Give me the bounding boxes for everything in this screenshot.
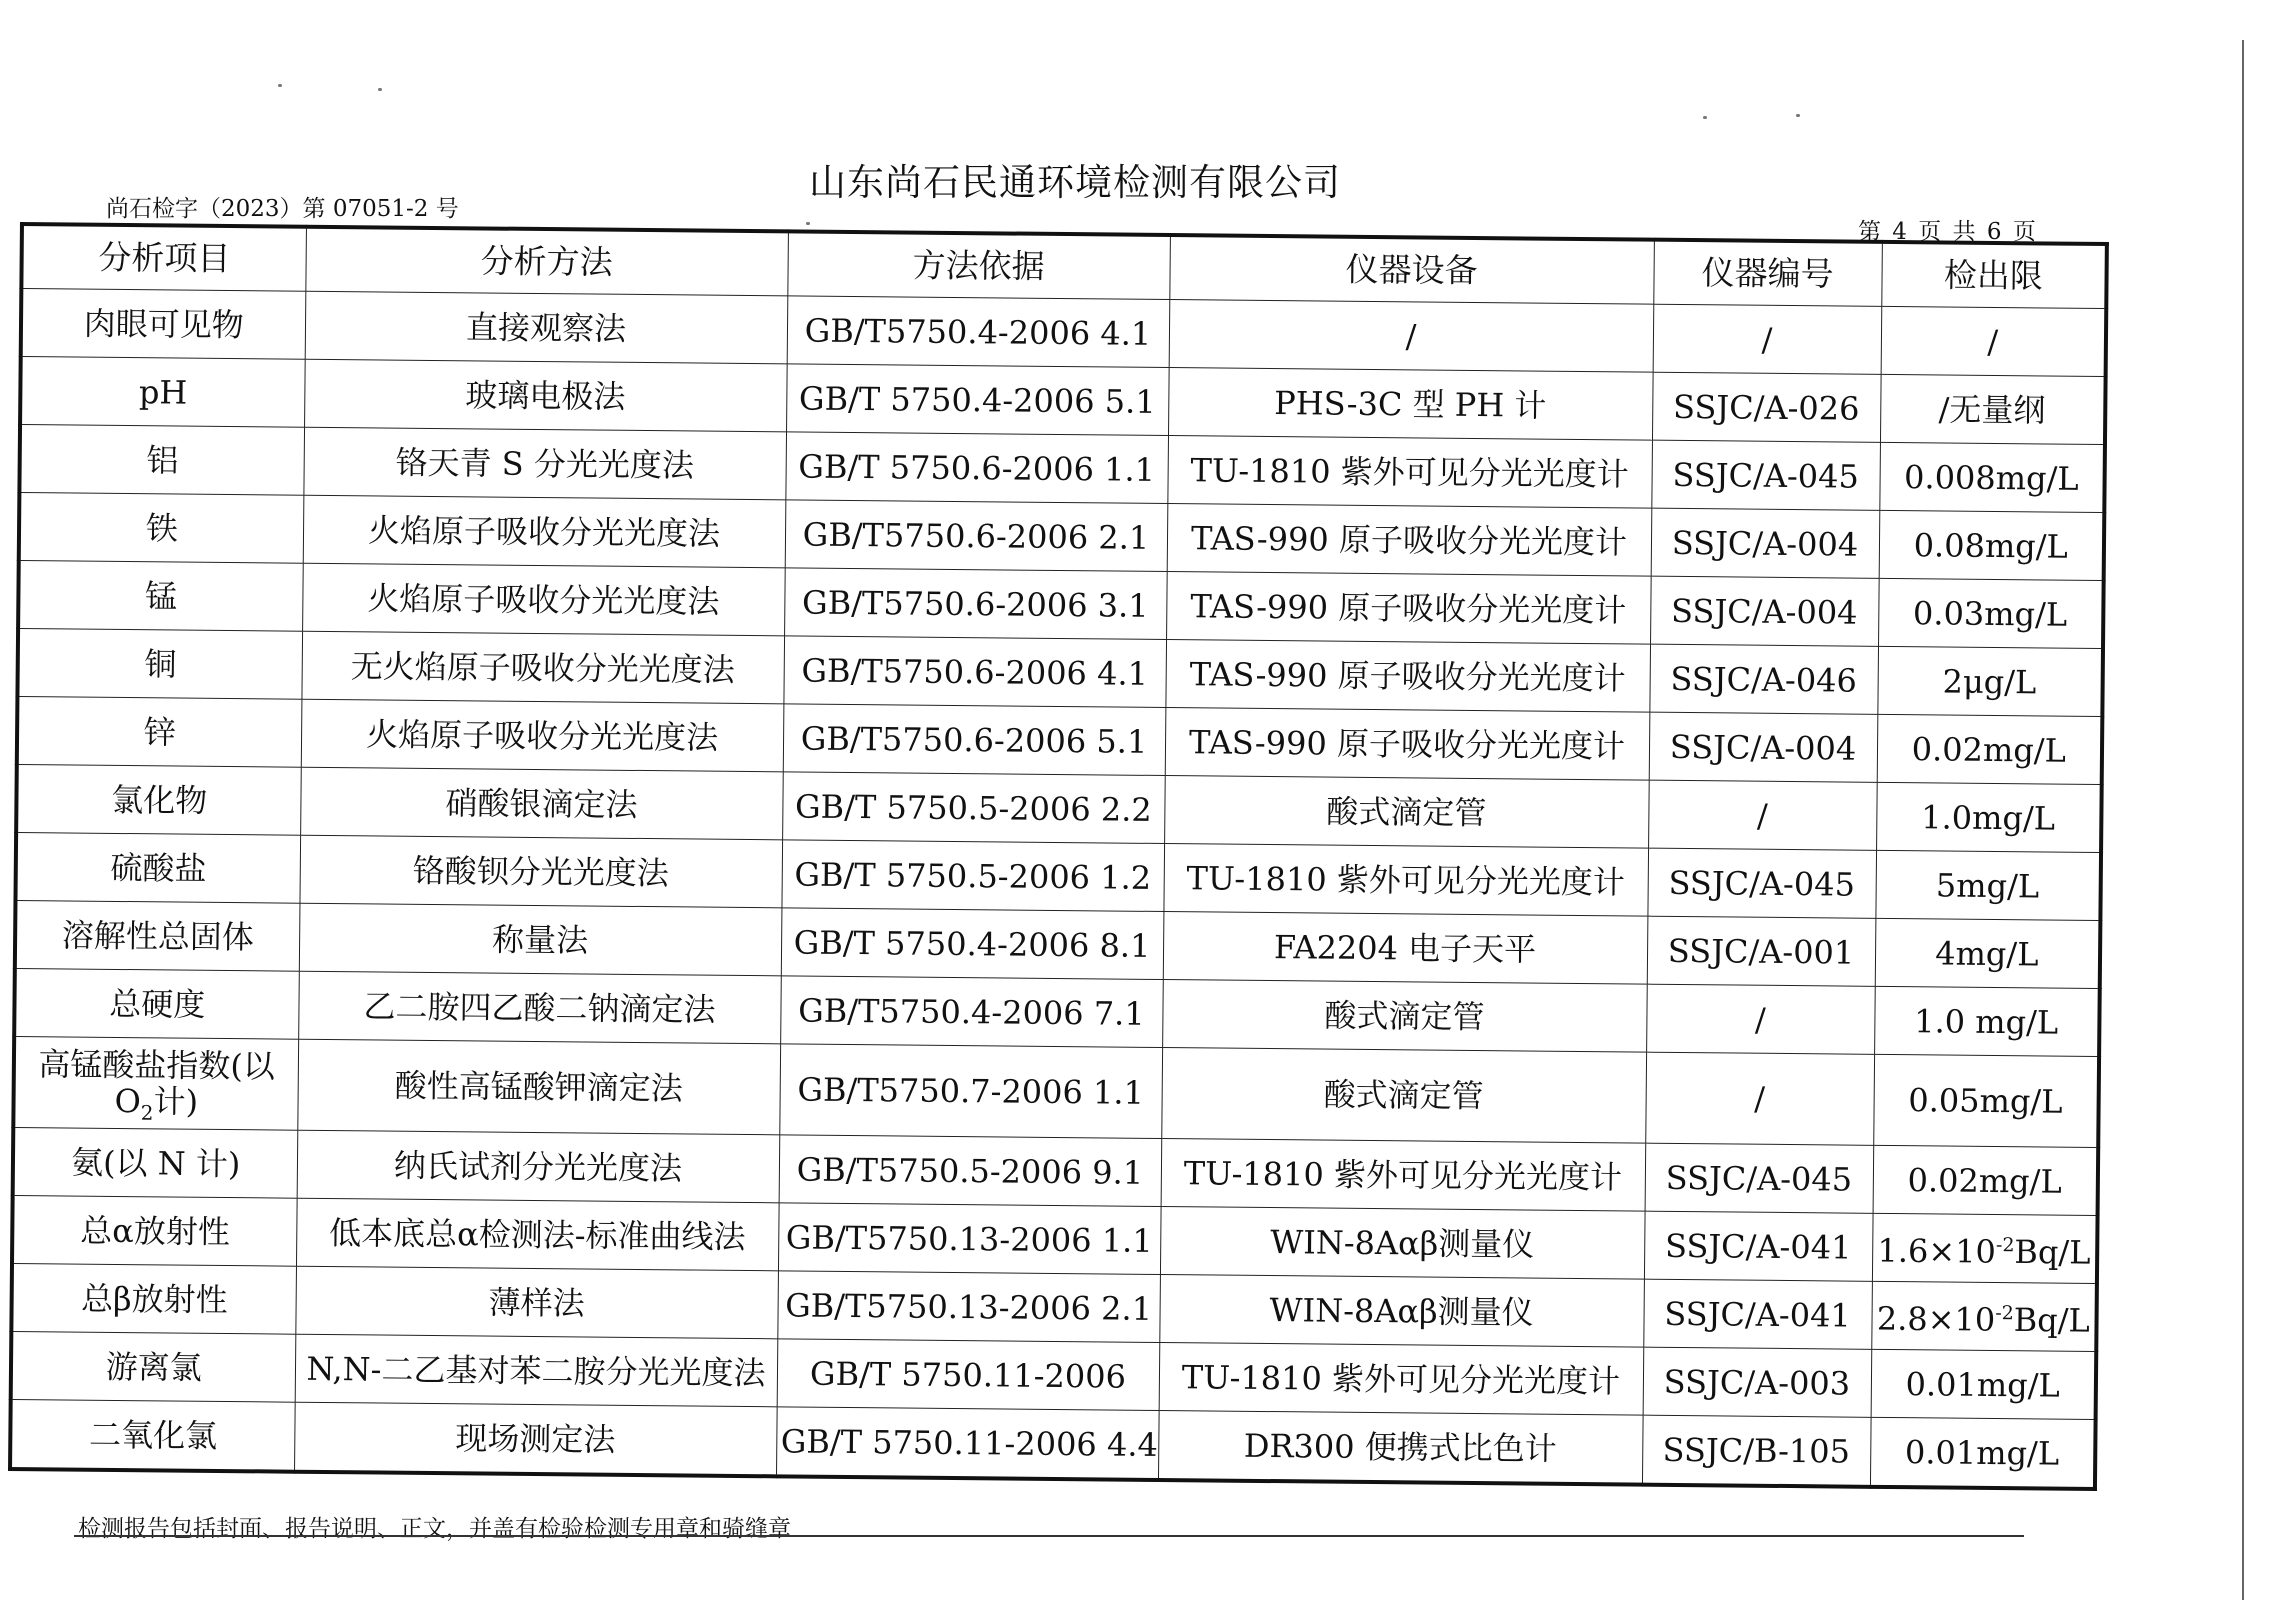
cell-item-o: O: [114, 1081, 141, 1121]
analysis-methods-table: [8, 222, 2109, 1491]
cell-limit: 0.008mg/L: [1879, 442, 2105, 512]
cell-limit: /: [1881, 306, 2107, 376]
cell-instrument: TAS-990 原子吸收分光光度计: [1167, 504, 1652, 577]
cell-item: 总α放射性: [12, 1195, 297, 1266]
cell-basis: GB/T5750.7-2006 1.1: [779, 1044, 1162, 1139]
cell-basis: GB/T 5750.5-2006 1.2: [781, 840, 1164, 912]
scan-speck: [1796, 114, 1800, 117]
footer-note: 检测报告包括封面、报告说明、正文，并盖有检验检测专用章和骑缝章: [78, 1516, 791, 1542]
cell-limit: 0.08mg/L: [1879, 510, 2105, 580]
cell-method: N,N-二乙基对苯二胺分光光度法: [295, 1334, 778, 1407]
cell-basis: GB/T 5750.4-2006 5.1: [786, 364, 1169, 436]
cell-limit-unit: Bq/L: [2014, 1233, 2091, 1272]
cell-item: 锌: [17, 696, 302, 767]
cell-limit-exponent: -2: [1995, 1302, 2014, 1325]
cell-method: 火焰原子吸收分光光度法: [303, 495, 786, 568]
cell-item-line2: 计): [153, 1082, 199, 1121]
cell-code: SSJC/A-045: [1647, 848, 1876, 918]
cell-code: SSJC/A-026: [1652, 372, 1881, 442]
header-item: 分析项目: [21, 224, 306, 291]
cell-code: SSJC/A-004: [1650, 576, 1879, 646]
cell-basis: GB/T5750.13-2006 1.1: [778, 1203, 1161, 1275]
footer-divider: [74, 1535, 2024, 1537]
scan-speck: [278, 84, 282, 87]
cell-limit: 5mg/L: [1875, 850, 2101, 920]
cell-basis: GB/T5750.6-2006 3.1: [784, 568, 1167, 640]
cell-limit: /无量纲: [1880, 374, 2106, 444]
cell-instrument: TU-1810 紫外可见分光光度计: [1163, 844, 1648, 917]
cell-instrument: TU-1810 紫外可见分光光度计: [1167, 436, 1652, 509]
cell-item: 铁: [19, 493, 304, 564]
cell-code: SSJC/B-105: [1642, 1415, 1871, 1487]
cell-method: 现场测定法: [294, 1402, 777, 1476]
cell-instrument: TAS-990 原子吸收分光光度计: [1165, 640, 1650, 713]
cell-item-subscript: 2: [140, 1100, 154, 1125]
cell-instrument: TAS-990 原子吸收分光光度计: [1165, 708, 1650, 781]
cell-code: /: [1645, 1052, 1874, 1145]
cell-limit: 0.02mg/L: [1877, 714, 2103, 784]
cell-code: SSJC/A-003: [1643, 1347, 1872, 1417]
cell-method: 玻璃电极法: [304, 359, 787, 432]
cell-instrument: TAS-990 原子吸收分光光度计: [1166, 572, 1651, 645]
cell-instrument: TU-1810 紫外可见分光光度计: [1161, 1138, 1646, 1211]
cell-instrument: TU-1810 紫外可见分光光度计: [1159, 1342, 1644, 1415]
cell-item: 总硬度: [14, 968, 299, 1039]
company-name: 山东尚石民通环境检测有限公司: [809, 161, 1341, 204]
cell-code: SSJC/A-041: [1644, 1211, 1873, 1281]
cell-instrument: WIN-8Aαβ测量仪: [1159, 1274, 1644, 1347]
cell-basis: GB/T 5750.11-2006 4.4: [776, 1407, 1159, 1480]
cell-item: 铜: [17, 629, 302, 700]
scan-speck: [378, 88, 382, 91]
cell-method: 纳氏试剂分光光度法: [297, 1130, 780, 1203]
cell-limit: [1871, 1281, 2097, 1351]
cell-basis: GB/T 5750.11-2006: [777, 1339, 1160, 1411]
cell-method: 无火焰原子吸收分光光度法: [301, 631, 784, 704]
cell-item: 肉眼可见物: [21, 289, 306, 360]
cell-method: 火焰原子吸收分光光度法: [301, 699, 784, 772]
cell-method: 铬天青 S 分光光度法: [303, 427, 786, 500]
cell-item-line1: 高锰酸盐指数(以: [38, 1045, 276, 1086]
cell-code: /: [1648, 780, 1877, 850]
cell-instrument: WIN-8Aαβ测量仪: [1160, 1206, 1645, 1279]
cell-item: 氯化物: [16, 764, 301, 835]
cell-instrument: 酸式滴定管: [1162, 980, 1647, 1053]
header-code: 仪器编号: [1653, 240, 1882, 307]
cell-method: 直接观察法: [305, 291, 788, 364]
cell-instrument: 酸式滴定管: [1161, 1048, 1646, 1144]
cell-basis: GB/T5750.6-2006 2.1: [785, 500, 1168, 572]
cell-item: 溶解性总固体: [15, 900, 300, 971]
cell-method: 火焰原子吸收分光光度法: [302, 563, 785, 636]
cell-item: 硫酸盐: [15, 832, 300, 903]
cell-limit: 1.0 mg/L: [1874, 986, 2100, 1056]
cell-code: /: [1653, 304, 1882, 374]
cell-instrument: FA2204 电子天平: [1163, 912, 1648, 985]
cell-method: 薄样法: [295, 1266, 778, 1339]
cell-basis: GB/T5750.6-2006 4.1: [783, 636, 1166, 708]
cell-code: SSJC/A-004: [1649, 712, 1878, 782]
cell-item: 游离氯: [11, 1331, 296, 1402]
cell-limit: 1.0mg/L: [1876, 782, 2102, 852]
cell-basis: GB/T 5750.6-2006 1.1: [785, 432, 1168, 504]
cell-code: SSJC/A-004: [1651, 508, 1880, 578]
cell-basis: GB/T5750.4-2006 7.1: [780, 976, 1163, 1048]
cell-method: 称量法: [299, 903, 782, 976]
cell-code: /: [1646, 984, 1875, 1054]
cell-item: 氨(以 N 计): [13, 1127, 298, 1198]
scan-speck: [806, 222, 810, 225]
cell-method: 硝酸银滴定法: [300, 767, 783, 840]
cell-method: 乙二胺四乙酸二钠滴定法: [298, 971, 781, 1044]
results-table-wrapper: [8, 222, 2105, 1491]
report-number: 尚石检字（2023）第 07051-2 号: [106, 196, 459, 222]
scan-edge-line: [2242, 40, 2244, 1600]
cell-item: pH: [20, 357, 305, 428]
cell-instrument: /: [1169, 300, 1654, 373]
cell-limit: 4mg/L: [1875, 918, 2101, 988]
cell-item: [13, 1036, 298, 1130]
cell-method: 低本底总α检测法-标准曲线法: [296, 1198, 779, 1271]
cell-code: SSJC/A-045: [1645, 1143, 1874, 1213]
cell-item: 总β放射性: [11, 1263, 296, 1334]
cell-instrument: DR300 便携式比色计: [1158, 1410, 1643, 1484]
cell-code: SSJC/A-001: [1647, 916, 1876, 986]
cell-limit-base: 1.6×10: [1877, 1231, 1997, 1271]
cell-basis: GB/T 5750.5-2006 2.2: [782, 772, 1165, 844]
cell-limit: [1872, 1213, 2098, 1283]
cell-item: 铝: [19, 425, 304, 496]
cell-basis: GB/T5750.6-2006 5.1: [783, 704, 1166, 776]
header-method: 分析方法: [305, 227, 788, 296]
cell-item: 锰: [18, 561, 303, 632]
cell-limit-unit: Bq/L: [2013, 1301, 2090, 1340]
cell-instrument: PHS-3C 型 PH 计: [1168, 368, 1653, 441]
cell-method: 酸性高锰酸钾滴定法: [297, 1039, 780, 1135]
header-basis: 方法依据: [787, 231, 1170, 299]
cell-limit: 2μg/L: [1877, 646, 2103, 716]
cell-limit-exponent: -2: [1995, 1234, 2015, 1257]
cell-limit: 0.03mg/L: [1878, 578, 2104, 648]
cell-basis: GB/T5750.4-2006 4.1: [787, 296, 1170, 368]
cell-code: SSJC/A-045: [1651, 440, 1880, 510]
scan-speck: [1703, 116, 1707, 119]
cell-instrument: 酸式滴定管: [1164, 776, 1649, 849]
cell-limit-base: 2.8×10: [1876, 1299, 1996, 1339]
cell-limit: 0.01mg/L: [1871, 1349, 2097, 1419]
cell-limit: 0.05mg/L: [1873, 1054, 2099, 1147]
cell-basis: GB/T 5750.4-2006 8.1: [781, 908, 1164, 980]
page-number: 第 4 页 共 6 页: [1858, 219, 2038, 245]
cell-code: SSJC/A-041: [1643, 1279, 1872, 1349]
header-instrument: 仪器设备: [1169, 235, 1654, 304]
cell-code: SSJC/A-046: [1649, 644, 1878, 714]
cell-limit: 0.02mg/L: [1873, 1145, 2099, 1215]
header-limit: 检出限: [1881, 242, 2107, 309]
cell-method: 铬酸钡分光光度法: [299, 835, 782, 908]
cell-item: 二氧化氯: [10, 1399, 295, 1471]
cell-basis: GB/T5750.5-2006 9.1: [779, 1135, 1162, 1207]
cell-basis: GB/T5750.13-2006 2.1: [777, 1271, 1160, 1343]
cell-limit: 0.01mg/L: [1870, 1417, 2096, 1489]
